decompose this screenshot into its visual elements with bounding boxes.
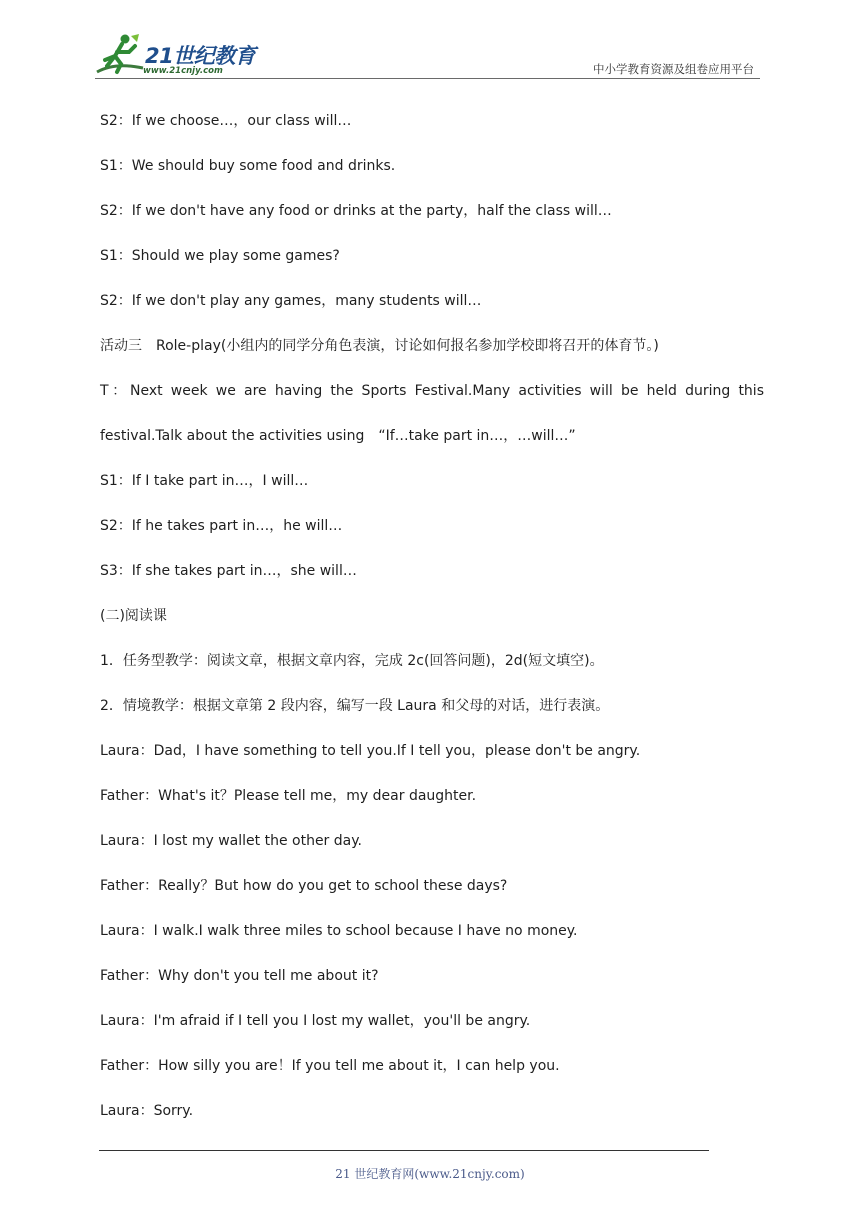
page-header (95, 30, 760, 80)
text-line: S2：If we choose…，our class will… (100, 113, 352, 129)
text-line: S1：Should we play some games? (100, 248, 340, 264)
text-line: S2：If he takes part in…，he will… (100, 518, 343, 534)
section-heading: (二)阅读课 (100, 608, 167, 624)
text-line: 2．情境教学：根据文章第 2 段内容，编写一段 Laura 和父母的对话，进行表演。 (100, 698, 610, 714)
text-line: S3：If she takes part in…，she will… (100, 563, 357, 579)
document-body (100, 108, 764, 1143)
dialogue-line: Father：Why don't you tell me about it? (100, 968, 379, 984)
dialogue-line: Laura：I'm afraid if I tell you I lost my wallet，you'll be angry. (100, 1013, 531, 1029)
text-line: S2：If we don't play any games，many students will… (100, 293, 482, 309)
header-divider (95, 78, 760, 79)
logo-text: 21世纪教育 (145, 44, 256, 68)
text-line: 1．任务型教学：阅读文章，根据文章内容，完成 2c(回答问题)，2d(短文填空)。 (100, 653, 604, 669)
text-line: T：Next week we are having the Sports Festival.Many activities will be held during this (100, 383, 764, 399)
dialogue-line: Father：How silly you are！If you tell me about it，I can help you. (100, 1058, 560, 1074)
text-line: S1：If I take part in…，I will… (100, 473, 309, 489)
dialogue-line: Laura：Sorry. (100, 1103, 194, 1119)
header-platform-text: 中小学教育资源及组卷应用平台 (593, 62, 754, 76)
dialogue-line: Father：Really？But how do you get to school these days? (100, 878, 508, 894)
logo-url: www.21cnjy.com (143, 66, 223, 76)
text-line: S2：If we don't have any food or drinks at the party，half the class will… (100, 203, 612, 219)
runner-logo-icon (95, 32, 147, 78)
footer-link[interactable]: 21 世纪教育网(www.21cnjy.com) (335, 1167, 525, 1181)
dialogue-line: Laura：I lost my wallet the other day. (100, 833, 362, 849)
site-logo[interactable] (95, 30, 265, 80)
footer-divider (99, 1150, 709, 1151)
dialogue-line: Laura：Dad，I have something to tell you.If I tell you，please don't be angry. (100, 743, 641, 759)
dialogue-line: Laura：I walk.I walk three miles to school because I have no money. (100, 923, 578, 939)
text-line: S1：We should buy some food and drinks. (100, 158, 396, 174)
activity-heading: 活动三 Role-play(小组内的同学分角色表演，讨论如何报名参加学校即将召开的体育节。) (100, 338, 659, 354)
dialogue-line: Father：What's it？Please tell me，my dear daughter. (100, 788, 477, 804)
text-line: festival.Talk about the activities using “If…take part in…，…will…” (100, 428, 576, 444)
